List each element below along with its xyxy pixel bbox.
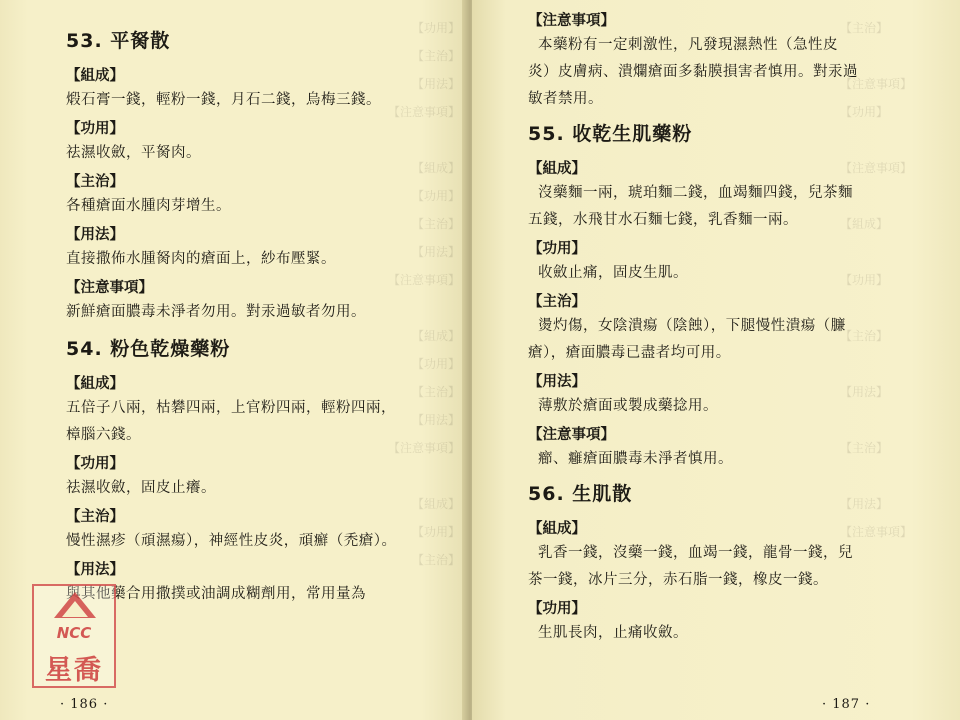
formula-55 xyxy=(528,119,960,473)
indication-text: 各種瘡面水腫肉芽增生。 xyxy=(66,198,231,214)
composition-section xyxy=(528,158,960,234)
formula-54 xyxy=(66,334,468,608)
function-text: 收斂止痛，固皮生肌。 xyxy=(538,265,688,281)
indication-text: 慢性濕疹（頑濕瘍），神經性皮炎，頑癬（禿瘡）。 xyxy=(66,533,397,549)
usage-text: 與其他藥合用撒撲或油調成糊劑用，常用量為 xyxy=(66,586,366,602)
usage-heading: 【用法】 xyxy=(66,227,124,243)
composition-heading: 【組成】 xyxy=(66,68,124,84)
indication-text: 燙灼傷，女陰潰瘍（陰蝕），下腿慢性潰瘍（臁瘡），瘡面膿毒已盡者均可用。 xyxy=(528,318,846,361)
function-text: 祛濕收斂，平胬肉。 xyxy=(66,145,201,161)
page-number: · 186 · xyxy=(60,697,109,712)
usage-section xyxy=(66,559,468,608)
composition-heading: 【組成】 xyxy=(528,521,586,537)
usage-text: 直接撒佈水腫胬肉的瘡面上，紗布壓緊。 xyxy=(66,251,336,267)
caution-section xyxy=(66,277,468,326)
usage-text: 薄敷於瘡面或製成藥捻用。 xyxy=(538,398,718,414)
caution-text: 新鮮瘡面膿毒未淨者勿用。對汞過敏者勿用。 xyxy=(66,304,366,320)
show-through-text: 【主治】 【注意事項】 【功用】 【注意事項】 【組成】 【功用】 【主治】 【用法】 【主治】 【用法】 【注意事項】 xyxy=(840,21,913,539)
show-through-text: 【功用】 【主治】 【用法】 【注意事項】 【組成】 【功用】 【主治】 【用法】 【注意事項】 【組成】 【功用】 【主治】 【用法】 【注意事項】 【組成】 【功用】 【主治】 xyxy=(387,21,460,567)
composition-section xyxy=(66,65,468,114)
formula-53 xyxy=(66,26,468,326)
function-section xyxy=(66,118,468,167)
usage-heading: 【用法】 xyxy=(528,374,586,390)
formula-title: 54. 粉色乾燥藥粉 xyxy=(66,338,231,360)
caution-heading: 【注意事項】 xyxy=(528,427,615,443)
function-section xyxy=(528,598,960,647)
caution-heading: 【注意事項】 xyxy=(528,13,615,29)
composition-heading: 【組成】 xyxy=(528,161,586,177)
roof-inner-shape xyxy=(62,601,88,617)
page-number: · 187 · xyxy=(822,697,871,712)
function-heading: 【功用】 xyxy=(528,601,586,617)
caution-section xyxy=(528,424,960,473)
function-text: 生肌長肉，止痛收斂。 xyxy=(538,625,688,641)
watermark-latin: NCC xyxy=(56,624,92,642)
composition-text: 煅石膏一錢，輕粉一錢，月石二錢，烏梅三錢。 xyxy=(66,92,381,108)
watermark-cjk: 星喬 xyxy=(45,655,103,686)
composition-text: 沒藥麵一兩，琥珀麵二錢，血竭麵四錢，兒茶麵五錢，水飛甘水石麵七錢，乳香麵一兩。 xyxy=(528,185,853,228)
indication-section xyxy=(528,291,960,367)
usage-section xyxy=(528,371,960,420)
right-page xyxy=(472,0,960,720)
usage-section xyxy=(66,224,468,273)
indication-heading: 【主治】 xyxy=(66,509,124,525)
composition-text: 五倍子八兩，枯礬四兩，上官粉四兩，輕粉四兩，樟腦六錢。 xyxy=(66,400,396,443)
indication-heading: 【主治】 xyxy=(66,174,124,190)
indication-section xyxy=(66,171,468,220)
caution-heading: 【注意事項】 xyxy=(66,280,153,296)
caution-text: 本藥粉有一定刺激性，凡發現濕熱性（急性皮炎）皮膚病、潰爛瘡面多黏膜損害者慎用。對汞過敏者禁用。 xyxy=(528,37,858,107)
composition-section xyxy=(66,373,468,449)
formula-title: 55. 收乾生肌藥粉 xyxy=(528,123,693,145)
watermark-stamp xyxy=(32,584,116,688)
function-heading: 【功用】 xyxy=(66,456,124,472)
composition-text: 乳香一錢，沒藥一錢，血竭一錢，龍骨一錢，兒茶一錢，冰片三分，赤石脂一錢，橡皮一錢。 xyxy=(528,545,853,588)
composition-heading: 【組成】 xyxy=(66,376,124,392)
function-section xyxy=(66,453,468,502)
indication-heading: 【主治】 xyxy=(528,294,586,310)
formula-56 xyxy=(528,479,960,647)
formula-title: 56. 生肌散 xyxy=(528,483,633,505)
function-heading: 【功用】 xyxy=(528,241,586,257)
usage-heading: 【用法】 xyxy=(66,562,124,578)
function-text: 祛濕收斂，固皮止癢。 xyxy=(66,480,216,496)
composition-section xyxy=(528,518,960,594)
formula-title: 53. 平胬散 xyxy=(66,30,171,52)
caution-text: 癤、癰瘡面膿毒未淨者慎用。 xyxy=(538,451,733,467)
function-heading: 【功用】 xyxy=(66,121,124,137)
continued-caution-section xyxy=(528,10,960,113)
function-section xyxy=(528,238,960,287)
indication-section xyxy=(66,506,468,555)
